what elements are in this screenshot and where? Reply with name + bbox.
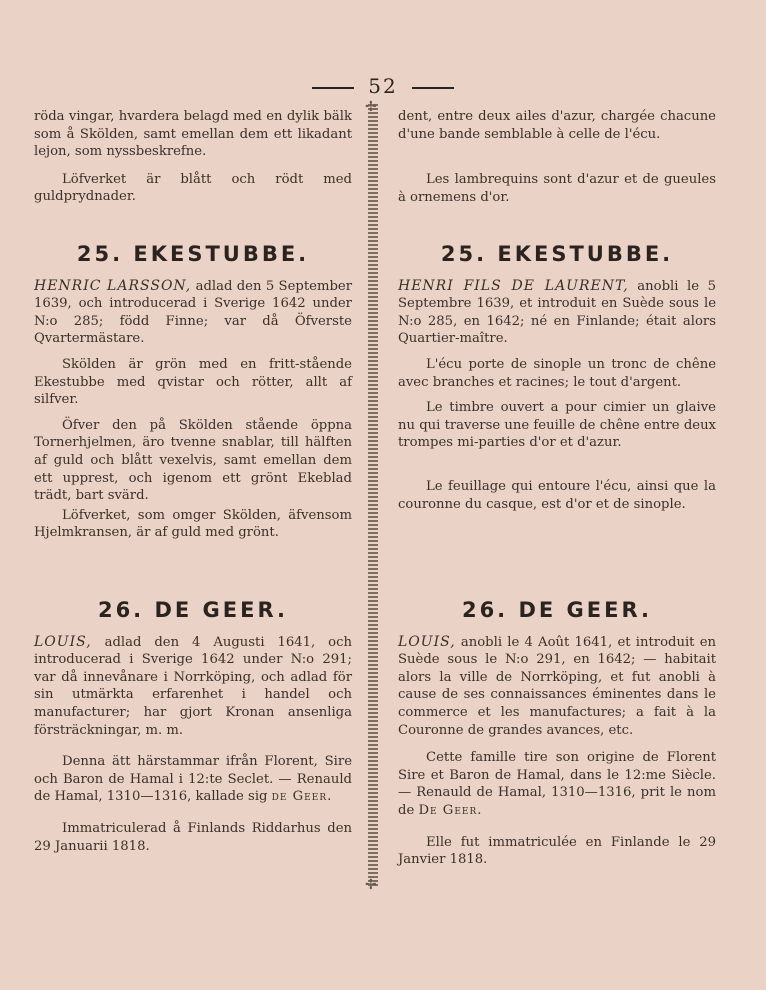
left-section-25-mantling: Löfverket, som omger Skölden, äfvensom Hjelmkransen, är af guld med grönt.: [34, 507, 352, 541]
left-section-26-intro: [34, 634, 352, 740]
page-number-dash-right: [412, 87, 454, 89]
page-number-dash-left: [312, 87, 354, 89]
left-section-26-origin-text: Denna ätt härstammar ifrån Florent, Sire och Baron de Hamal i 12:te Seclet. — Renauld de Hamal, 1310—1316, kallade sig: [34, 754, 352, 805]
right-section-26-intro: [398, 634, 716, 740]
left-section-26: [34, 598, 352, 855]
right-intro-mantling: Les lambrequins sont d'azur et de gueules à ornemens d'or.: [398, 172, 716, 205]
right-section-26-name: LOUIS,: [398, 633, 456, 650]
right-section-26: [398, 598, 716, 869]
left-section-26-origin-name: de Geer.: [271, 789, 333, 805]
left-intro-mantling: Löfverket är blått och rödt med guldprydnader.: [34, 171, 352, 205]
left-section-25-intro: [34, 278, 352, 348]
page-number-text: 52: [368, 74, 398, 98]
left-section-25-heading: 25. EKESTUBBE.: [76, 242, 310, 266]
right-section-26-origin-name: De Geer.: [418, 802, 483, 818]
right-section-26-origin: [398, 749, 716, 819]
right-section-25-name: HENRI FILS DE LAURENT,: [398, 277, 629, 294]
right-section-26-text: anobli le 4 Août 1641, et introduit en Suède sous le N:o 291, en 1642; — habitait alors la ville de Norrköping, et fut anobli à cause de ses connaissances éminentes dans le commerce et les manufactures; a fait à la Couronne de grandes avances, etc.: [398, 634, 716, 738]
right-section-25: [398, 242, 716, 513]
left-section-25-shield: Skölden är grön med en fritt-stående Ekestubbe med qvistar och rötter, allt af silfver.: [34, 356, 352, 408]
column-divider: [368, 104, 378, 888]
right-intro: [398, 108, 716, 206]
left-intro: [34, 108, 352, 206]
right-section-25-helmet: Le timbre ouvert a pour cimier un glaive nu qui traverse une feuille de chêne entre deux trompes mi-parties d'or et d'azur.: [398, 400, 716, 451]
right-section-26-heading: 26. DE GEER.: [461, 598, 653, 622]
right-section-26-matric: Elle fut immatriculée en Finlande le 29 Janvier 1818.: [398, 834, 716, 868]
left-section-26-origin: [34, 753, 352, 806]
right-section-26-origin-text: Cette famille tire son origine de Florent Sire et Baron de Hamal, dans le 12:me Siècle. — Renauld de Hamal, 1310—1316, prit le nom de: [398, 750, 716, 818]
left-section-26-heading: 26. DE GEER.: [97, 598, 289, 622]
right-section-25-intro: [398, 278, 716, 348]
left-section-25-name: HENRIC LARSSON,: [34, 277, 192, 294]
left-section-25-helmet: Öfver den på Skölden stående öppna Tornerhjelmen, äro tvenne snablar, till hälften af guld och blått vexelvis, samt emellan dem ett upprest, och igenom ett grönt Ekeblad trädt, bart svärd.: [34, 417, 352, 504]
left-section-26-text: adlad den 4 Augusti 1641, och introducerad i Sverige 1642 under N:o 291; var då innevånare i Norrköping, och adlad för sin utmärkta erfarenhet i handel och manufacturer; har gjort Kronan ansenliga försträckningar, m. m.: [34, 634, 352, 738]
right-section-25-heading: 25. EKESTUBBE.: [440, 242, 674, 266]
page-number: [0, 74, 766, 98]
left-section-26-matric: Immatriculerad å Finlands Riddarhus den 29 Januarii 1818.: [34, 820, 352, 854]
left-intro-text: röda vingar, hvardera belagd med en dylik bälk som å Skölden, samt emellan dem ett likadant lejon, som nyssbeskrefne.: [34, 109, 352, 160]
left-section-26-name: LOUIS,: [34, 633, 92, 650]
right-intro-text: dent, entre deux ailes d'azur, chargée chacune d'une bande semblable à celle de l'écu.: [398, 109, 716, 142]
right-section-25-text: anobli le 5 Septembre 1639, et introduit en Suède sous le N:o 285, en 1642; né en Finlande; était alors Quartier-maître.: [398, 278, 716, 347]
left-section-25-text: adlad den 5 September 1639, och introducerad i Sverige 1642 under N:o 285; född Finne; var då Öfverste Qvartermästare.: [34, 278, 352, 347]
right-section-25-shield: L'écu porte de sinople un tronc de chêne avec branches et racines; le tout d'argent.: [398, 356, 716, 390]
right-section-25-mantling: Le feuillage qui entoure l'écu, ainsi que la couronne du casque, est d'or et de sinople.: [398, 478, 716, 512]
left-section-25: [34, 242, 352, 542]
